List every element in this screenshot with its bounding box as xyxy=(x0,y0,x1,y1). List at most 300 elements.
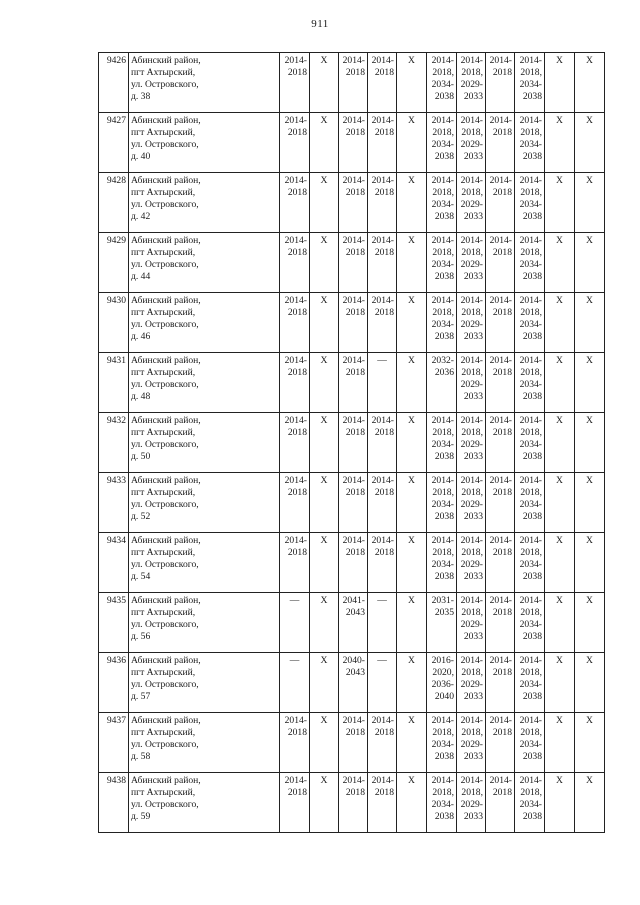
schedule-value: 2014- xyxy=(519,655,542,666)
schedule-cell xyxy=(486,173,515,233)
schedule-value: 2014- xyxy=(371,235,394,246)
schedule-cell xyxy=(397,233,427,293)
schedule-value: 2033 xyxy=(463,571,483,582)
schedule-value: 2014- xyxy=(460,415,483,426)
schedule-value: 2018 xyxy=(345,307,365,318)
schedule-value: 2014- xyxy=(489,295,512,306)
table-row xyxy=(99,473,605,533)
address-line: д. 52 xyxy=(131,511,151,522)
schedule-value: 2038 xyxy=(522,331,542,342)
schedule-value: X xyxy=(320,235,328,246)
schedule-cell xyxy=(545,293,575,353)
schedule-value: 2029- xyxy=(460,499,483,510)
schedule-cell xyxy=(339,53,368,113)
schedule-cell xyxy=(339,533,368,593)
schedule-value: 2034- xyxy=(519,139,542,150)
schedule-cell xyxy=(427,113,457,173)
schedule-value: 2038 xyxy=(522,631,542,642)
schedule-value: 2014- xyxy=(519,235,542,246)
schedule-value: 2034- xyxy=(431,559,454,570)
schedule-value: 2018 xyxy=(345,127,365,138)
schedule-cell xyxy=(280,293,310,353)
schedule-value: 2038 xyxy=(522,451,542,462)
schedule-value: 2034- xyxy=(431,439,454,450)
schedule-value: 2014- xyxy=(284,115,307,126)
schedule-value: X xyxy=(586,175,593,186)
schedule-cell xyxy=(339,653,368,713)
table-row xyxy=(99,653,605,713)
row-number: 9438 xyxy=(99,773,129,833)
schedule-value: 2014- xyxy=(431,715,454,726)
address-line: Абинский район, xyxy=(131,115,201,126)
row-number: 9428 xyxy=(99,173,129,233)
schedule-value: 2014- xyxy=(284,475,307,486)
schedule-cell xyxy=(486,53,515,113)
schedule-value: 2014- xyxy=(519,55,542,66)
schedule-value: X xyxy=(586,475,593,486)
schedule-value: 2018 xyxy=(492,307,512,318)
schedule-value: 2018 xyxy=(492,127,512,138)
schedule-value: 2018, xyxy=(520,67,542,78)
schedule-cell xyxy=(368,473,397,533)
schedule-value: 2018, xyxy=(461,727,483,738)
schedule-cell xyxy=(310,713,339,773)
schedule-value: X xyxy=(586,55,593,66)
schedule-value: 2018, xyxy=(461,247,483,258)
address-line: ул. Островского, xyxy=(131,799,199,810)
schedule-cell xyxy=(427,653,457,713)
schedule-cell xyxy=(515,293,545,353)
schedule-cell xyxy=(310,173,339,233)
schedule-value: 2034- xyxy=(519,439,542,450)
schedule-value: X xyxy=(408,535,415,546)
schedule-value: 2018, xyxy=(520,787,542,798)
schedule-value: 2038 xyxy=(434,151,454,162)
schedule-value: 2014- xyxy=(342,295,365,306)
schedule-value: X xyxy=(320,775,328,786)
schedule-value: 2014- xyxy=(519,175,542,186)
schedule-value: 2018, xyxy=(520,667,542,678)
schedule-value: 2038 xyxy=(434,211,454,222)
address-line: пгт Ахтырский, xyxy=(131,727,196,738)
table-row xyxy=(99,773,605,833)
schedule-value: 2014- xyxy=(342,415,365,426)
schedule-value: X xyxy=(320,55,328,66)
schedule-value: 2018 xyxy=(287,247,307,258)
schedule-cell xyxy=(339,113,368,173)
address-line: пгт Ахтырский, xyxy=(131,787,196,798)
schedule-cell xyxy=(339,713,368,773)
schedule-cell xyxy=(280,653,310,713)
address-cell xyxy=(129,293,280,353)
schedule-value: 2018 xyxy=(345,367,365,378)
schedule-cell xyxy=(339,593,368,653)
schedule-cell xyxy=(515,353,545,413)
schedule-value: 2014- xyxy=(371,475,394,486)
address-line: пгт Ахтырский, xyxy=(131,607,196,618)
schedule-value: 2033 xyxy=(463,391,483,402)
schedule-value: 2036 xyxy=(434,367,454,378)
schedule-value: X xyxy=(408,175,415,186)
schedule-value: 2029- xyxy=(460,259,483,270)
schedule-value: 2038 xyxy=(434,811,454,822)
schedule-value: 2014- xyxy=(519,775,542,786)
schedule-value: 2038 xyxy=(522,691,542,702)
schedule-value: 2014- xyxy=(489,115,512,126)
schedule-value: 2018, xyxy=(461,427,483,438)
schedule-cell xyxy=(515,773,545,833)
schedule-cell xyxy=(368,173,397,233)
schedule-value: 2014- xyxy=(460,355,483,366)
schedule-value: 2018 xyxy=(345,67,365,78)
schedule-value: 2014- xyxy=(284,295,307,306)
schedule-value: 2014- xyxy=(342,235,365,246)
schedule-cell xyxy=(280,53,310,113)
schedule-value: X xyxy=(408,595,415,606)
address-line: пгт Ахтырский, xyxy=(131,427,196,438)
schedule-cell xyxy=(397,113,427,173)
schedule-cell xyxy=(397,773,427,833)
schedule-value: 2014- xyxy=(371,535,394,546)
schedule-cell xyxy=(427,173,457,233)
schedule-value: 2029- xyxy=(460,619,483,630)
schedule-value: 2034- xyxy=(519,799,542,810)
schedule-value: X xyxy=(586,715,593,726)
schedule-value: 2014- xyxy=(284,355,307,366)
schedule-value: 2014- xyxy=(284,715,307,726)
schedule-value: 2018 xyxy=(374,67,394,78)
schedule-cell xyxy=(280,353,310,413)
schedule-value: X xyxy=(556,355,563,366)
schedule-value: 2014- xyxy=(431,415,454,426)
schedule-cell xyxy=(397,713,427,773)
table-row xyxy=(99,233,605,293)
schedule-value: 2043 xyxy=(345,667,365,678)
schedule-value: 2018, xyxy=(520,307,542,318)
schedule-cell xyxy=(575,413,605,473)
schedule-cell xyxy=(280,173,310,233)
schedule-value: 2018, xyxy=(432,247,454,258)
schedule-value: X xyxy=(556,55,563,66)
schedule-value: 2033 xyxy=(463,211,483,222)
schedule-value: 2018, xyxy=(432,307,454,318)
address-cell xyxy=(129,173,280,233)
schedule-value: 2018, xyxy=(461,607,483,618)
schedule-value: 2018 xyxy=(287,367,307,378)
schedule-value: 2032- xyxy=(431,355,454,366)
schedule-cell xyxy=(545,473,575,533)
address-line: ул. Островского, xyxy=(131,79,199,90)
schedule-value: 2018 xyxy=(492,247,512,258)
schedule-value: X xyxy=(556,295,563,306)
address-cell xyxy=(129,533,280,593)
schedule-value: 2034- xyxy=(431,319,454,330)
address-line: д. 50 xyxy=(131,451,151,462)
schedule-value: 2018 xyxy=(287,427,307,438)
schedule-value: 2034- xyxy=(431,139,454,150)
schedule-cell xyxy=(310,113,339,173)
schedule-cell xyxy=(575,773,605,833)
schedule-value: 2014- xyxy=(489,715,512,726)
address-line: Абинский район, xyxy=(131,295,201,306)
schedule-cell xyxy=(545,413,575,473)
table-row xyxy=(99,713,605,773)
address-line: Абинский район, xyxy=(131,655,201,666)
schedule-cell xyxy=(457,233,486,293)
address-line: пгт Ахтырский, xyxy=(131,247,196,258)
schedule-value: X xyxy=(586,295,593,306)
schedule-value: X xyxy=(320,355,328,366)
address-line: д. 44 xyxy=(131,271,151,282)
schedule-value: X xyxy=(320,115,328,126)
schedule-cell xyxy=(310,413,339,473)
schedule-value: 2014- xyxy=(371,415,394,426)
schedule-value: 2018 xyxy=(287,727,307,738)
address-line: Абинский район, xyxy=(131,175,201,186)
row-number: 9434 xyxy=(99,533,129,593)
address-line: Абинский район, xyxy=(131,595,201,606)
schedule-cell xyxy=(280,473,310,533)
schedule-value: 2038 xyxy=(434,271,454,282)
table-row xyxy=(99,293,605,353)
schedule-value: 2038 xyxy=(434,331,454,342)
schedule-value: 2018, xyxy=(461,367,483,378)
schedule-value: X xyxy=(586,535,593,546)
schedule-value: 2018, xyxy=(461,787,483,798)
schedule-value: 2014- xyxy=(431,115,454,126)
schedule-cell xyxy=(397,353,427,413)
schedule-value: 2038 xyxy=(434,571,454,582)
schedule-value: X xyxy=(556,535,563,546)
address-line: д. 57 xyxy=(131,691,151,702)
schedule-cell xyxy=(545,653,575,713)
schedule-value: 2018, xyxy=(461,547,483,558)
row-number: 9437 xyxy=(99,713,129,773)
address-line: д. 56 xyxy=(131,631,151,642)
table-row xyxy=(99,173,605,233)
schedule-value: 2035 xyxy=(434,607,454,618)
schedule-value: 2014- xyxy=(284,235,307,246)
schedule-value: 2014- xyxy=(460,295,483,306)
address-line: д. 42 xyxy=(131,211,151,222)
schedule-value: X xyxy=(556,475,563,486)
row-number: 9431 xyxy=(99,353,129,413)
schedule-value: X xyxy=(408,475,415,486)
schedule-value: 2014- xyxy=(489,535,512,546)
schedule-value: X xyxy=(320,655,328,666)
schedule-value: 2014- xyxy=(519,355,542,366)
schedule-value: 2014- xyxy=(284,775,307,786)
schedule-value: 2033 xyxy=(463,151,483,162)
schedule-cell xyxy=(310,473,339,533)
schedule-cell xyxy=(427,53,457,113)
schedule-value: 2014- xyxy=(489,55,512,66)
schedule-cell xyxy=(310,353,339,413)
schedule-cell xyxy=(486,533,515,593)
schedule-cell xyxy=(368,113,397,173)
schedule-value: 2043 xyxy=(345,607,365,618)
schedule-cell xyxy=(515,113,545,173)
schedule-value: 2034- xyxy=(519,199,542,210)
schedule-value: 2018 xyxy=(492,187,512,198)
schedule-cell xyxy=(427,353,457,413)
address-line: ул. Островского, xyxy=(131,199,199,210)
schedule-value: 2034- xyxy=(519,559,542,570)
schedule-value: 2034- xyxy=(431,259,454,270)
schedule-value: 2018, xyxy=(461,127,483,138)
schedule-value: 2034- xyxy=(519,79,542,90)
schedule-cell xyxy=(368,53,397,113)
schedule-cell xyxy=(368,533,397,593)
address-cell xyxy=(129,413,280,473)
schedule-cell xyxy=(515,173,545,233)
schedule-cell xyxy=(310,593,339,653)
schedule-value: X xyxy=(556,595,563,606)
schedule-value: 2029- xyxy=(460,379,483,390)
schedule-cell xyxy=(486,353,515,413)
schedule-value: 2014- xyxy=(489,775,512,786)
address-line: д. 48 xyxy=(131,391,151,402)
schedule-value: 2014- xyxy=(284,415,307,426)
schedule-value: 2018, xyxy=(432,67,454,78)
schedule-value: 2038 xyxy=(434,511,454,522)
schedule-value: 2034- xyxy=(431,499,454,510)
schedule-value: 2014- xyxy=(519,115,542,126)
address-cell xyxy=(129,713,280,773)
address-line: Абинский район, xyxy=(131,355,201,366)
schedule-value: — xyxy=(377,355,387,366)
schedule-value: — xyxy=(377,655,387,666)
schedule-value: 2014- xyxy=(460,55,483,66)
schedule-value: 2018, xyxy=(461,67,483,78)
schedule-cell xyxy=(575,713,605,773)
schedule-value: 2034- xyxy=(431,79,454,90)
schedule-value: 2038 xyxy=(522,811,542,822)
schedule-value: X xyxy=(320,475,328,486)
schedule-value: — xyxy=(289,655,300,666)
schedule-cell xyxy=(339,233,368,293)
schedule-value: 2018 xyxy=(374,487,394,498)
schedule-value: X xyxy=(320,415,328,426)
address-line: ул. Островского, xyxy=(131,319,199,330)
schedule-cell xyxy=(515,653,545,713)
schedule-value: 2018 xyxy=(287,127,307,138)
schedule-cell xyxy=(457,113,486,173)
schedule-cell xyxy=(515,53,545,113)
table-row xyxy=(99,113,605,173)
schedule-cell xyxy=(280,413,310,473)
schedule-cell xyxy=(575,593,605,653)
schedule-value: 2034- xyxy=(519,379,542,390)
schedule-value: X xyxy=(320,715,328,726)
schedule-value: 2018 xyxy=(345,727,365,738)
row-number: 9427 xyxy=(99,113,129,173)
address-line: Абинский район, xyxy=(131,535,201,546)
schedule-value: 2033 xyxy=(463,91,483,102)
address-line: ул. Островского, xyxy=(131,619,199,630)
schedule-value: 2018, xyxy=(461,187,483,198)
schedule-value: 2018, xyxy=(461,667,483,678)
schedule-cell xyxy=(486,113,515,173)
schedule-cell xyxy=(457,533,486,593)
schedule-value: 2029- xyxy=(460,199,483,210)
schedule-cell xyxy=(575,653,605,713)
page-number: 911 xyxy=(311,18,329,30)
schedule-value: 2038 xyxy=(522,571,542,582)
schedule-value: 2014- xyxy=(342,475,365,486)
schedule-value: 2034- xyxy=(519,259,542,270)
schedule-cell xyxy=(368,653,397,713)
schedule-value: 2031- xyxy=(431,595,454,606)
schedule-value: 2040- xyxy=(342,655,365,666)
schedule-value: 2014- xyxy=(460,775,483,786)
schedule-value: 2014- xyxy=(489,355,512,366)
address-line: ул. Островского, xyxy=(131,379,199,390)
schedule-value: 2014- xyxy=(519,595,542,606)
schedule-value: 2014- xyxy=(519,475,542,486)
schedule-value: 2018, xyxy=(520,247,542,258)
schedule-value: 2014- xyxy=(519,415,542,426)
schedule-value: 2018 xyxy=(492,667,512,678)
schedule-cell xyxy=(427,233,457,293)
schedule-value: 2033 xyxy=(463,451,483,462)
address-line: Абинский район, xyxy=(131,775,201,786)
schedule-value: 2018 xyxy=(345,547,365,558)
address-line: д. 38 xyxy=(131,91,151,102)
schedule-value: 2018, xyxy=(432,727,454,738)
schedule-value: 2018, xyxy=(432,187,454,198)
schedule-value: 2034- xyxy=(519,499,542,510)
address-line: пгт Ахтырский, xyxy=(131,67,196,78)
address-cell xyxy=(129,653,280,713)
schedule-value: 2014- xyxy=(519,715,542,726)
schedule-cell xyxy=(515,233,545,293)
schedule-cell xyxy=(575,353,605,413)
schedule-cell xyxy=(457,353,486,413)
address-line: Абинский район, xyxy=(131,55,201,66)
schedule-value: 2018 xyxy=(345,247,365,258)
schedule-value: 2018 xyxy=(492,367,512,378)
address-line: пгт Ахтырский, xyxy=(131,187,196,198)
schedule-value: X xyxy=(320,295,328,306)
schedule-cell xyxy=(339,173,368,233)
address-line: ул. Островского, xyxy=(131,679,199,690)
schedule-value: 2018 xyxy=(374,427,394,438)
schedule-value: 2029- xyxy=(460,139,483,150)
registry-table xyxy=(98,52,605,833)
schedule-cell xyxy=(575,113,605,173)
schedule-value: 2018 xyxy=(374,187,394,198)
schedule-value: X xyxy=(586,415,593,426)
schedule-cell xyxy=(310,233,339,293)
row-number: 9435 xyxy=(99,593,129,653)
schedule-cell xyxy=(515,713,545,773)
schedule-value: 2014- xyxy=(431,175,454,186)
address-line: пгт Ахтырский, xyxy=(131,307,196,318)
schedule-value: 2018 xyxy=(374,787,394,798)
schedule-cell xyxy=(427,593,457,653)
schedule-value: 2038 xyxy=(522,391,542,402)
address-line: ул. Островского, xyxy=(131,139,199,150)
schedule-value: 2033 xyxy=(463,511,483,522)
schedule-value: 2018 xyxy=(345,787,365,798)
address-line: пгт Ахтырский, xyxy=(131,367,196,378)
address-cell xyxy=(129,773,280,833)
schedule-value: 2029- xyxy=(460,679,483,690)
schedule-value: 2018 xyxy=(374,127,394,138)
schedule-value: X xyxy=(586,115,593,126)
schedule-value: 2018, xyxy=(432,487,454,498)
